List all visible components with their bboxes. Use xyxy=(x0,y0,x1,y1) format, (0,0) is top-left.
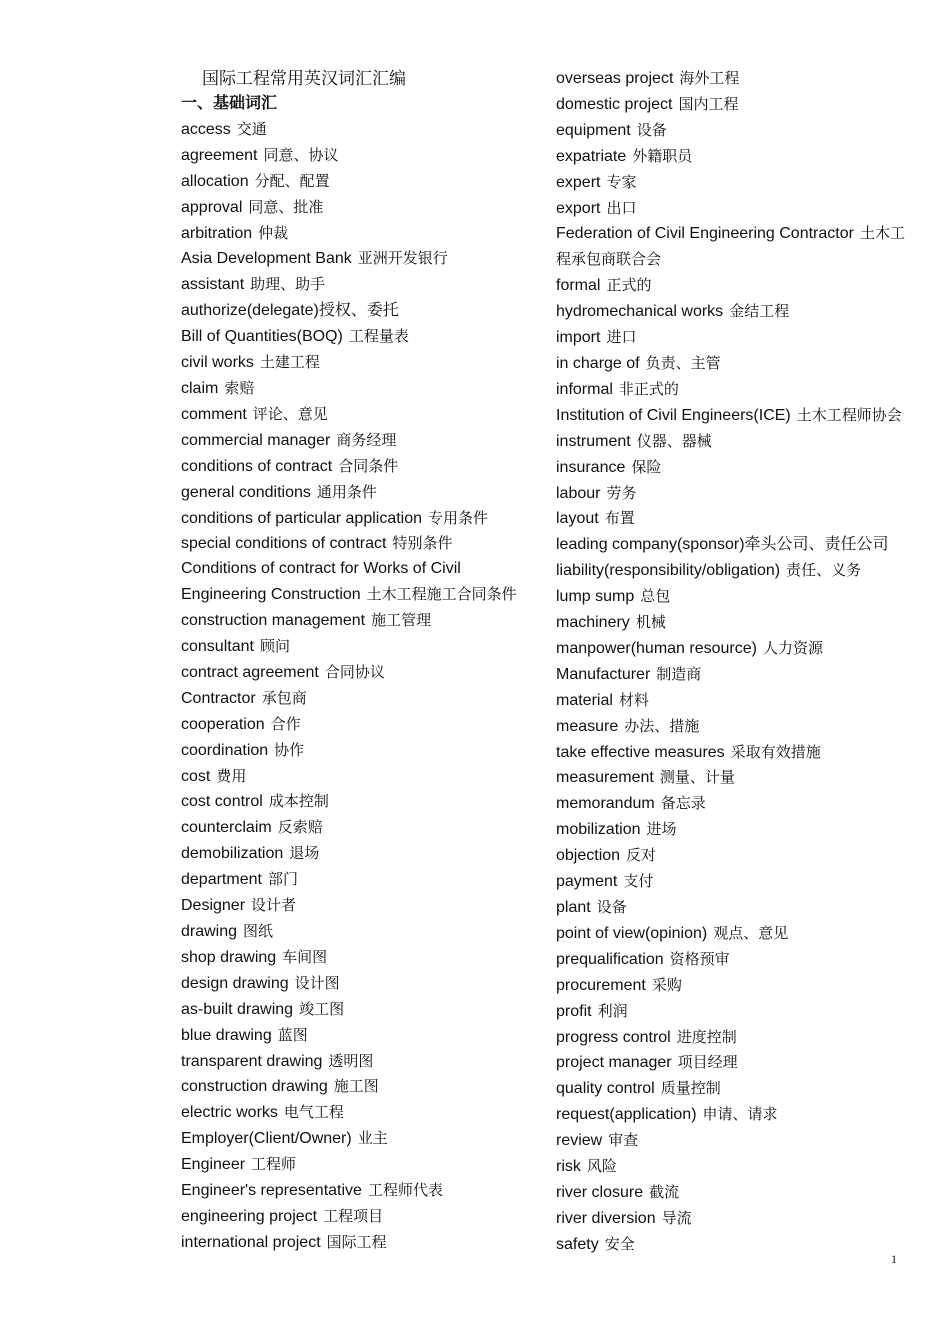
glossary-entry xyxy=(556,170,906,196)
english-term: insurance xyxy=(556,458,626,476)
chinese-term: 部门 xyxy=(267,870,298,889)
chinese-term: 交通 xyxy=(236,119,267,138)
english-term: procurement xyxy=(556,976,646,994)
glossary-entry xyxy=(181,945,526,971)
english-term: profit xyxy=(556,1002,592,1020)
english-term: in charge of xyxy=(556,354,640,372)
left-glossary-list xyxy=(181,117,526,1256)
english-term: export xyxy=(556,199,601,217)
glossary-entry xyxy=(556,532,906,558)
chinese-term: 工程师代表 xyxy=(367,1181,443,1200)
chinese-term: 商务经理 xyxy=(336,430,397,449)
glossary-entry xyxy=(181,298,526,324)
glossary-entry xyxy=(556,1154,906,1180)
english-term: allocation xyxy=(181,172,249,190)
glossary-entry xyxy=(556,558,906,584)
chinese-term: 土木工程师协会 xyxy=(796,405,902,424)
chinese-term: 车间图 xyxy=(282,947,328,966)
glossary-entry xyxy=(181,169,526,195)
chinese-term: 业主 xyxy=(357,1129,388,1148)
chinese-term: 电气工程 xyxy=(283,1103,344,1122)
glossary-entry xyxy=(181,919,526,945)
glossary-entry xyxy=(181,246,526,272)
right-column xyxy=(556,66,906,1258)
glossary-entry xyxy=(556,196,906,222)
english-term: Manufacturer xyxy=(556,665,651,683)
glossary-entry xyxy=(556,299,906,325)
english-term: Employer(Client/Owner) xyxy=(181,1130,352,1148)
chinese-term: 设计者 xyxy=(251,896,297,915)
english-term: Federation of Civil Engineering Contractor xyxy=(556,225,854,243)
chinese-term: 反索赔 xyxy=(277,818,323,837)
glossary-entry xyxy=(556,999,906,1025)
section-heading: 一、基础词汇 xyxy=(181,95,278,112)
chinese-term: 材料 xyxy=(618,690,649,709)
glossary-entry xyxy=(181,841,526,867)
chinese-term: 国内工程 xyxy=(678,94,739,113)
glossary-entry xyxy=(181,1049,526,1075)
english-term: machinery xyxy=(556,614,630,632)
glossary-entry xyxy=(556,1206,906,1232)
english-term: overseas project xyxy=(556,70,674,87)
english-term: special conditions of contract xyxy=(181,535,387,553)
chinese-term: 协作 xyxy=(274,740,305,759)
glossary-entry xyxy=(556,325,906,351)
chinese-term: 合同协议 xyxy=(324,662,385,681)
english-term: risk xyxy=(556,1158,581,1176)
english-term: plant xyxy=(556,899,591,916)
glossary-entry xyxy=(556,351,906,377)
glossary-entry xyxy=(556,1102,906,1128)
glossary-entry xyxy=(556,765,906,791)
english-term: claim xyxy=(181,379,219,397)
chinese-term: 同意、批准 xyxy=(248,197,324,216)
english-term: layout xyxy=(556,510,599,528)
chinese-term: 风险 xyxy=(586,1157,617,1176)
english-term: coordination xyxy=(181,741,269,759)
glossary-entry xyxy=(181,531,526,557)
glossary-entry xyxy=(556,1076,906,1102)
chinese-term: 亚洲开发银行 xyxy=(357,249,448,268)
glossary-entry xyxy=(556,1128,906,1154)
english-term: cost xyxy=(181,767,211,785)
english-term: point of view(opinion) xyxy=(556,924,708,942)
glossary-entry xyxy=(556,947,906,973)
chinese-term: 图纸 xyxy=(243,922,274,940)
glossary-entry xyxy=(181,1230,526,1256)
glossary-entry xyxy=(181,1152,526,1178)
chinese-term: 工程项目 xyxy=(323,1206,384,1225)
english-term: material xyxy=(556,691,613,709)
chinese-term: 机械 xyxy=(635,613,666,632)
english-term: river diversion xyxy=(556,1209,656,1227)
chinese-term: 项目经理 xyxy=(677,1053,738,1072)
chinese-term: 正式的 xyxy=(606,276,652,295)
english-term: expert xyxy=(556,173,601,191)
english-term: approval xyxy=(181,198,243,216)
glossary-entry xyxy=(556,481,906,507)
chinese-term: 仪器、器械 xyxy=(636,431,712,450)
chinese-term: 仲裁 xyxy=(258,223,289,242)
glossary-entry xyxy=(556,455,906,481)
chinese-term: 质量控制 xyxy=(660,1079,721,1098)
glossary-entry xyxy=(556,973,906,999)
glossary-entry xyxy=(556,869,906,895)
glossary-entry xyxy=(556,66,906,92)
chinese-term: 设备 xyxy=(596,898,627,916)
chinese-term: 合同条件 xyxy=(338,456,399,475)
chinese-term: 设计图 xyxy=(294,973,340,992)
english-term: liability(responsibility/obligation) xyxy=(556,562,781,580)
english-term: equipment xyxy=(556,121,631,139)
english-term: mobilization xyxy=(556,821,641,839)
glossary-entry xyxy=(556,92,906,118)
glossary-entry xyxy=(556,843,906,869)
glossary-entry xyxy=(556,636,906,662)
chinese-term: 费用 xyxy=(216,766,247,785)
english-term: electric works xyxy=(181,1104,278,1122)
left-column xyxy=(181,66,526,1256)
chinese-term: 顾问 xyxy=(259,637,290,656)
glossary-entry xyxy=(181,480,526,506)
english-term: Engineer xyxy=(181,1156,246,1174)
glossary-entry xyxy=(556,403,906,429)
glossary-entry xyxy=(181,764,526,790)
english-term: labour xyxy=(556,484,601,502)
glossary-entry xyxy=(181,686,526,712)
english-term: measurement xyxy=(556,769,654,787)
chinese-term: 设备 xyxy=(636,120,667,139)
glossary-entry xyxy=(181,350,526,376)
english-term: cost control xyxy=(181,793,263,811)
chinese-term: 专家 xyxy=(606,172,637,191)
english-term: blue drawing xyxy=(181,1026,272,1044)
chinese-term: 申请、请求 xyxy=(702,1105,778,1124)
chinese-term: 进口 xyxy=(606,328,637,347)
english-term: counterclaim xyxy=(181,819,272,837)
chinese-term: 特别条件 xyxy=(392,534,453,553)
english-term: agreement xyxy=(181,146,258,164)
english-term: engineering project xyxy=(181,1207,318,1225)
chinese-term: 负责、主管 xyxy=(645,353,721,372)
english-term: commercial manager xyxy=(181,431,331,449)
chinese-term: 布置 xyxy=(604,509,635,528)
english-term: comment xyxy=(181,405,247,423)
chinese-term: 进度控制 xyxy=(676,1027,737,1046)
glossary-entry xyxy=(181,221,526,247)
right-glossary-list xyxy=(556,66,906,1258)
english-term: quality control xyxy=(556,1080,655,1098)
glossary-entry xyxy=(556,791,906,817)
english-term: expatriate xyxy=(556,147,627,165)
glossary-entry xyxy=(181,1204,526,1230)
english-term: civil works xyxy=(181,354,254,372)
english-term: objection xyxy=(556,847,621,865)
chinese-term: 总包 xyxy=(640,587,671,606)
chinese-term: 采取有效措施 xyxy=(730,742,821,761)
glossary-entry xyxy=(181,815,526,841)
chinese-term: 观点、意见 xyxy=(713,923,789,942)
glossary-entry xyxy=(556,1232,906,1258)
chinese-term: 责任、义务 xyxy=(786,561,862,580)
glossary-entry xyxy=(181,557,526,608)
chinese-term: 合作 xyxy=(270,714,301,733)
chinese-term: 制造商 xyxy=(656,664,702,683)
glossary-entry xyxy=(181,143,526,169)
glossary-entry xyxy=(556,921,906,947)
english-term: shop drawing xyxy=(181,948,277,966)
glossary-entry xyxy=(181,738,526,764)
chinese-term: 导流 xyxy=(661,1208,692,1227)
chinese-term: 土建工程 xyxy=(259,353,320,372)
chinese-term: 竣工图 xyxy=(299,999,345,1018)
english-term: department xyxy=(181,871,262,889)
glossary-entry xyxy=(181,117,526,143)
glossary-entry xyxy=(181,608,526,634)
page-number: 1 xyxy=(891,1252,897,1266)
chinese-term: 退场 xyxy=(289,844,320,863)
document-title: 国际工程常用英汉词汇汇编 xyxy=(202,69,406,89)
glossary-entry xyxy=(181,789,526,815)
chinese-term: 索赔 xyxy=(224,378,255,397)
english-term: Conditions of contract for Works of Civil Engineering Construction xyxy=(181,560,461,604)
glossary-entry xyxy=(181,634,526,660)
english-term: assistant xyxy=(181,276,245,294)
english-term: as-built drawing xyxy=(181,1000,294,1018)
english-term: arbitration xyxy=(181,224,253,242)
english-term: review xyxy=(556,1132,603,1150)
english-term: prequalification xyxy=(556,950,664,968)
chinese-term: 评论、意见 xyxy=(252,404,328,423)
english-term: Bill of Quantities(BOQ) xyxy=(181,328,343,346)
english-term: Institution of Civil Engineers(ICE) xyxy=(556,406,791,424)
english-term: lump sump xyxy=(556,588,635,606)
chinese-term: 施工管理 xyxy=(371,611,432,630)
chinese-term: 利润 xyxy=(597,1001,628,1020)
chinese-term: 通用条件 xyxy=(316,482,377,501)
glossary-entry xyxy=(181,454,526,480)
chinese-term: 安全 xyxy=(604,1234,635,1253)
english-term: Asia Development Bank xyxy=(181,250,352,268)
english-term: import xyxy=(556,329,601,347)
english-term: general conditions xyxy=(181,483,311,501)
chinese-term: 保险 xyxy=(631,457,662,476)
glossary-entry xyxy=(181,893,526,919)
english-term: international project xyxy=(181,1233,321,1251)
english-term: manpower(human resource) xyxy=(556,639,757,657)
glossary-entry xyxy=(556,273,906,299)
english-term: instrument xyxy=(556,432,631,450)
glossary-entry xyxy=(181,1100,526,1126)
glossary-entry xyxy=(556,506,906,532)
glossary-entry xyxy=(181,1074,526,1100)
english-term: formal xyxy=(556,277,601,295)
english-term: authorize(delegate)授权、委托 xyxy=(181,302,399,320)
english-term: measure xyxy=(556,717,619,735)
glossary-entry xyxy=(181,712,526,738)
chinese-term: 非正式的 xyxy=(618,379,679,398)
english-term: construction drawing xyxy=(181,1078,328,1096)
chinese-term: 土木工程承包商联合会 xyxy=(556,224,905,269)
glossary-entry xyxy=(556,1180,906,1206)
english-term: safety xyxy=(556,1235,599,1253)
glossary-entry xyxy=(556,817,906,843)
glossary-entry xyxy=(556,895,906,921)
chinese-term: 审查 xyxy=(608,1131,639,1150)
glossary-entry xyxy=(181,376,526,402)
glossary-entry xyxy=(181,402,526,428)
chinese-term: 人力资源 xyxy=(762,638,823,657)
chinese-term: 分配、配置 xyxy=(254,171,330,190)
glossary-entry xyxy=(181,1126,526,1152)
glossary-entry xyxy=(556,610,906,636)
english-term: demobilization xyxy=(181,845,284,863)
chinese-term: 工程师 xyxy=(251,1155,297,1174)
chinese-term: 同意、协议 xyxy=(263,145,339,164)
english-term: drawing xyxy=(181,923,238,940)
chinese-term: 成本控制 xyxy=(268,792,329,811)
glossary-entry xyxy=(556,118,906,144)
glossary-entry xyxy=(181,1023,526,1049)
chinese-term: 测量、计量 xyxy=(659,768,735,787)
english-term: consultant xyxy=(181,638,254,656)
chinese-term: 专用条件 xyxy=(428,508,489,527)
english-term: transparent drawing xyxy=(181,1052,323,1070)
english-term: Contractor xyxy=(181,689,256,707)
glossary-entry xyxy=(556,429,906,455)
chinese-term: 透明图 xyxy=(328,1051,374,1070)
chinese-term: 金结工程 xyxy=(729,302,790,321)
glossary-entry xyxy=(556,1025,906,1051)
glossary-entry xyxy=(181,1178,526,1204)
chinese-term: 施工图 xyxy=(333,1077,379,1096)
glossary-entry xyxy=(556,740,906,766)
english-term: request(application) xyxy=(556,1106,697,1124)
english-term: river closure xyxy=(556,1183,644,1201)
english-term: cooperation xyxy=(181,715,265,733)
chinese-term: 外籍职员 xyxy=(632,146,693,165)
english-term: informal xyxy=(556,380,613,398)
glossary-entry xyxy=(556,688,906,714)
glossary-entry xyxy=(556,377,906,403)
glossary-entry xyxy=(181,997,526,1023)
glossary-entry xyxy=(181,428,526,454)
glossary-entry xyxy=(181,867,526,893)
english-term: design drawing xyxy=(181,974,289,992)
english-term: hydromechanical works xyxy=(556,303,724,321)
english-term: payment xyxy=(556,873,618,891)
chinese-term: 承包商 xyxy=(261,688,307,707)
chinese-term: 反对 xyxy=(626,846,657,865)
chinese-term: 截流 xyxy=(649,1182,680,1201)
glossary-entry xyxy=(556,584,906,610)
chinese-term: 助理、助手 xyxy=(250,275,326,294)
english-term: Designer xyxy=(181,897,246,915)
chinese-term: 工程量表 xyxy=(348,327,409,346)
glossary-entry xyxy=(181,971,526,997)
english-term: access xyxy=(181,120,231,138)
chinese-term: 国际工程 xyxy=(326,1232,387,1251)
english-term: conditions of particular application xyxy=(181,509,423,527)
english-term: conditions of contract xyxy=(181,457,333,475)
glossary-entry xyxy=(556,714,906,740)
english-term: leading company(sponsor)牵头公司、责任公司 xyxy=(556,536,889,554)
chinese-term: 采购 xyxy=(651,975,682,994)
english-term: contract agreement xyxy=(181,663,319,681)
chinese-term: 土木工程施工合同条件 xyxy=(366,585,517,604)
glossary-entry xyxy=(181,272,526,298)
glossary-entry xyxy=(556,221,906,273)
chinese-term: 资格预审 xyxy=(669,949,730,968)
english-term: memorandum xyxy=(556,795,655,813)
english-term: construction management xyxy=(181,612,366,630)
glossary-entry xyxy=(556,144,906,170)
english-term: take effective measures xyxy=(556,743,725,761)
chinese-term: 支付 xyxy=(623,872,654,891)
glossary-entry xyxy=(181,506,526,532)
chinese-term: 备忘录 xyxy=(660,794,706,813)
english-term: progress control xyxy=(556,1028,671,1046)
glossary-entry xyxy=(181,195,526,221)
english-term: domestic project xyxy=(556,95,673,113)
chinese-term: 海外工程 xyxy=(679,69,740,87)
chinese-term: 劳务 xyxy=(606,483,637,502)
english-term: project manager xyxy=(556,1054,672,1072)
glossary-entry xyxy=(181,660,526,686)
glossary-entry xyxy=(556,1050,906,1076)
chinese-term: 进场 xyxy=(646,820,677,839)
chinese-term: 办法、措施 xyxy=(624,716,700,735)
english-term: Engineer's representative xyxy=(181,1182,362,1200)
chinese-term: 出口 xyxy=(606,198,637,217)
glossary-entry xyxy=(181,324,526,350)
chinese-term: 蓝图 xyxy=(277,1025,308,1044)
glossary-entry xyxy=(556,662,906,688)
